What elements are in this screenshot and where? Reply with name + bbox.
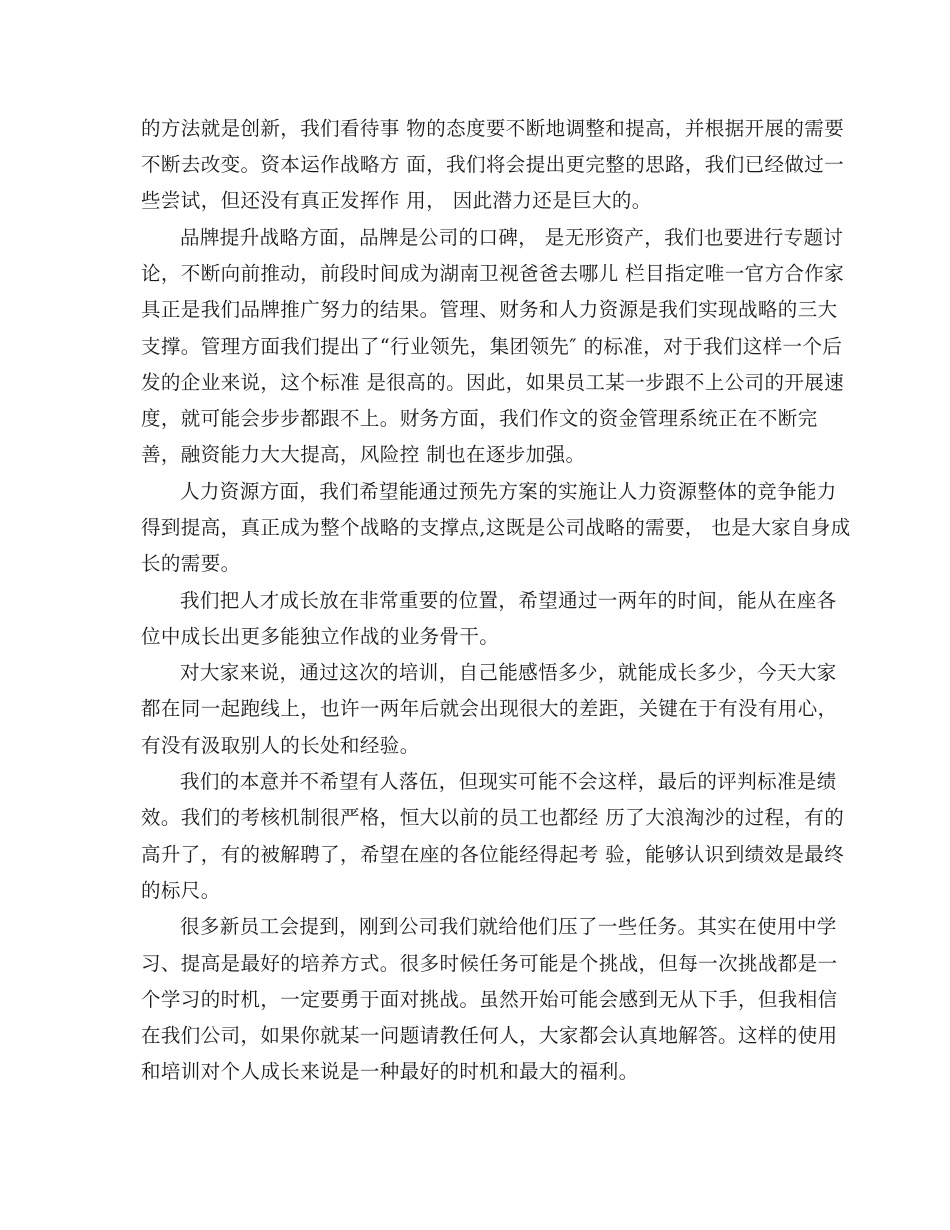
text-line: 位中成长出更多能独立作战的业务骨干。 xyxy=(141,625,500,648)
text-line: 善，融资能力大大提高，风险控 制也在逐步加强。 xyxy=(141,443,586,466)
text-line: 不断去改变。资本运作战略方 面，我们将会提出更完整的思路，我们已经做过一 xyxy=(141,153,845,176)
text-line: 都在同一起跑线上，也许一两年后就会出现很大的差距，关键在于有没有用心， xyxy=(141,697,838,720)
text-line: 高升了，有的被解聘了，希望在座的各位能经得起考 验，能够认识到绩效是最终 xyxy=(141,843,845,866)
text-line: 些尝试，但还没有真正发挥作 用， 因此潜力还是巨大的。 xyxy=(141,189,652,212)
text-line: 发的企业来说，这个标准 是很高的。因此，如果员工某一步跟不上公司的开展速 xyxy=(141,371,845,394)
text-line: 对大家来说，通过这次的培训，自己能感悟多少，就能成长多少，今天大家 xyxy=(180,661,837,684)
text-line: 人力资源方面，我们希望能通过预先方案的实施让人力资源整体的竞争能力 xyxy=(180,480,837,503)
text-line: 有没有汲取别人的长处和经验。 xyxy=(141,734,420,757)
text-line: 效。我们的考核机制很严格，恒大以前的员工也都经 历了大浪淘沙的过程，有的 xyxy=(141,806,845,829)
text-line: 很多新员工会提到，刚到公司我们就给他们压了一些任务。其实在使用中学 xyxy=(180,915,837,938)
text-line: 我们把人才成长放在非常重要的位置，希望通过一两年的时间，能从在座各 xyxy=(180,589,837,612)
text-line: 长的需要。 xyxy=(141,552,241,575)
text-line: 论，不断向前推动，前段时间成为湖南卫视爸爸去哪儿 栏目指定唯一官方合作家 xyxy=(141,262,845,285)
text-line: 支撑。管理方面我们提出了“行业领先，集团领先″ 的标准，对于我们这样一个后 xyxy=(141,335,843,358)
text-line: 品牌提升战略方面，品牌是公司的口碑， 是无形资产，我们也要进行专题讨 xyxy=(180,226,844,249)
text-line: 和培训对个人成长来说是一种最好的时机和最大的福利。 xyxy=(141,1060,639,1083)
text-line: 个学习的时机，一定要勇于面对挑战。虽然开始可能会感到无从下手，但我相信 xyxy=(141,988,838,1011)
text-line: 习、提高是最好的培养方式。很多时候任务可能是个挑战，但每一次挑战都是一 xyxy=(141,952,838,975)
text-line: 我们的本意并不希望有人落伍，但现实可能不会这样，最后的评判标准是绩 xyxy=(180,770,837,793)
text-line: 得到提高，真正成为整个战略的支撑点,这既是公司战略的需要， 也是大家自身成 xyxy=(141,516,851,539)
text-line: 的标尺。 xyxy=(141,879,221,902)
text-line: 在我们公司，如果你就某一问题请教任何人，大家都会认真地解答。这样的使用 xyxy=(141,1024,838,1047)
text-line: 具正是我们品牌推广努力的结果。管理、财务和人力资源是我们实现战略的三大 xyxy=(141,298,838,321)
text-line: 度，就可能会步步都跟不上。财务方面，我们作文的资金管理系统正在不断完 xyxy=(141,407,818,430)
text-line: 的方法就是创新，我们看待事 物的态度要不断地调整和提高，并根据开展的需要 xyxy=(141,117,845,140)
